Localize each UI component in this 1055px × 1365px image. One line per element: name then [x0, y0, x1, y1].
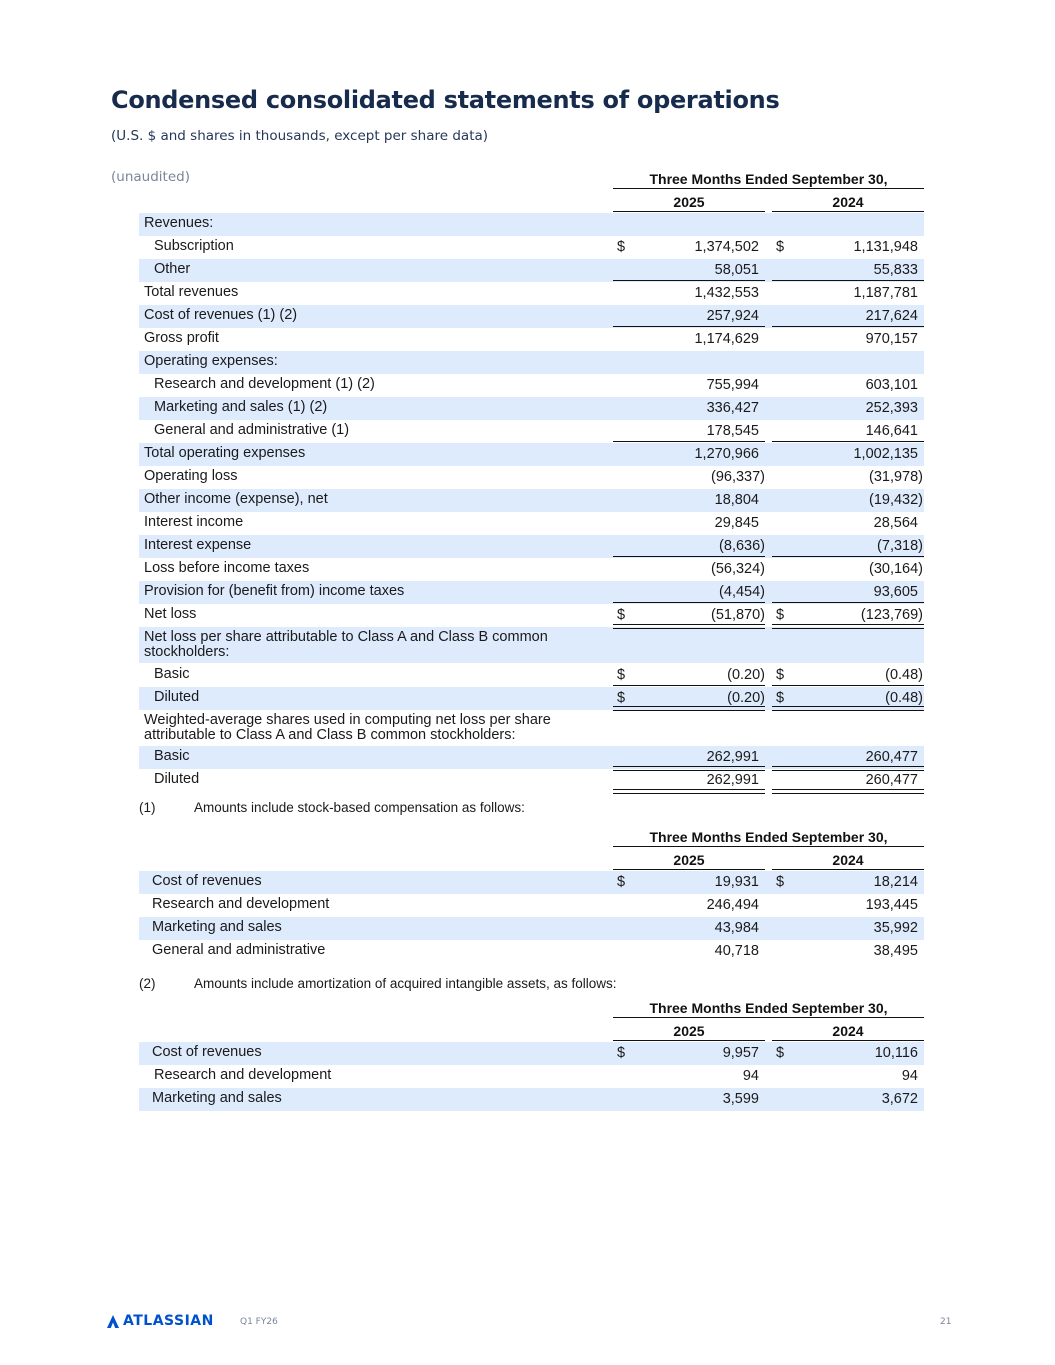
value-2024: 28,564 — [873, 515, 918, 531]
value-2025: (0.20) — [727, 690, 765, 706]
currency-symbol: $ — [776, 667, 785, 683]
total-double-rule — [613, 706, 765, 711]
table-row — [139, 374, 924, 397]
table-row — [139, 894, 924, 917]
value-2025: (4,454) — [719, 584, 765, 600]
value-2024: 260,477 — [865, 749, 918, 765]
value-2024: 1,131,948 — [853, 239, 918, 255]
value-2025: 257,924 — [706, 308, 759, 324]
table-row — [139, 535, 924, 558]
value-2024: 94 — [901, 1068, 918, 1084]
row-label: General and administrative — [152, 942, 326, 958]
subtotal-rule — [613, 556, 765, 557]
footnote-text: Amounts include amortization of acquired intangible assets, as follows: — [194, 976, 617, 991]
footnote-text: Amounts include stock-based compensation as follows: — [194, 800, 525, 815]
value-2025: (96,337) — [710, 469, 765, 485]
row-label: Basic — [154, 748, 190, 764]
currency-symbol: $ — [617, 1045, 626, 1061]
table-row — [139, 871, 924, 894]
table-row — [139, 397, 924, 420]
table-row — [139, 466, 924, 489]
subtotal-rule — [613, 441, 765, 442]
currency-symbol: $ — [617, 690, 626, 706]
page-number: 21 — [940, 1317, 952, 1327]
total-double-rule — [613, 766, 765, 771]
table-row — [139, 1042, 924, 1065]
value-2025: 40,718 — [714, 943, 759, 959]
value-2025: 9,957 — [722, 1045, 759, 1061]
total-double-rule — [613, 789, 765, 794]
row-label: Operating expenses: — [144, 353, 278, 369]
row-label: Interest income — [144, 514, 244, 530]
value-2024: (19,432) — [868, 492, 923, 508]
atlassian-logo — [107, 1313, 214, 1329]
total-double-rule — [772, 706, 924, 711]
value-2024: (7,318) — [877, 538, 923, 554]
table-row — [139, 236, 924, 259]
main-year-a: 2025 — [613, 194, 765, 212]
row-label: Diluted — [154, 771, 200, 787]
row-label: Provision for (benefit from) income taxes — [144, 583, 405, 599]
row-label: Marketing and sales (1) (2) — [154, 399, 328, 415]
value-2025: 1,174,629 — [694, 331, 759, 347]
currency-symbol: $ — [776, 874, 785, 890]
table-row — [139, 581, 924, 604]
value-2024: 146,641 — [865, 423, 918, 439]
value-2024: 1,187,781 — [853, 285, 918, 301]
value-2025: 262,991 — [706, 772, 759, 788]
table-row — [139, 282, 924, 305]
main-year-b: 2024 — [772, 194, 924, 212]
currency-symbol: $ — [776, 690, 785, 706]
note2-period-header: Three Months Ended September 30, — [613, 1000, 924, 1018]
table-row — [139, 420, 924, 443]
currency-symbol: $ — [617, 239, 626, 255]
value-2024: 10,116 — [874, 1045, 918, 1061]
value-2025: (8,636) — [719, 538, 765, 554]
row-label: Net loss — [144, 606, 197, 622]
value-2025: (0.20) — [727, 667, 765, 683]
row-label: Net loss per share attributable to Class A and Class B common stockholders: — [144, 629, 548, 660]
table-row — [139, 558, 924, 581]
footnote-number: (2) — [139, 976, 156, 991]
row-label: Revenues: — [144, 215, 214, 231]
unaudited-label: (unaudited) — [111, 169, 190, 185]
value-2024: (123,769) — [860, 607, 923, 623]
value-2024: 1,002,135 — [853, 446, 918, 462]
value-2025: 58,051 — [714, 262, 759, 278]
currency-symbol: $ — [617, 607, 626, 623]
value-2024: (31,978) — [868, 469, 923, 485]
row-label: Cost of revenues — [152, 1044, 262, 1060]
row-label: Total revenues — [144, 284, 239, 300]
value-2024: 603,101 — [865, 377, 918, 393]
row-label: Weighted-average shares used in computing net loss per share attributable to Class A and Class B common stockholders: — [144, 712, 551, 743]
subtotal-rule — [613, 280, 765, 281]
subtotal-rule — [772, 602, 924, 603]
currency-symbol: $ — [617, 667, 626, 683]
row-label: Subscription — [154, 238, 234, 254]
value-2024: 55,833 — [873, 262, 918, 278]
page-title: Condensed consolidated statements of operations — [111, 86, 780, 114]
value-2025: 1,374,502 — [694, 239, 759, 255]
footer-quarter: Q1 FY26 — [240, 1317, 278, 1327]
value-2024: 260,477 — [865, 772, 918, 788]
total-double-rule — [772, 766, 924, 771]
row-label: Other income (expense), net — [144, 491, 328, 507]
brand-name: ATLASSIAN — [123, 1313, 214, 1329]
subtotal-rule — [613, 685, 765, 686]
row-label: Research and development — [154, 1067, 332, 1083]
total-double-rule — [772, 624, 924, 629]
value-2025: 18,804 — [714, 492, 759, 508]
value-2024: (0.48) — [885, 667, 923, 683]
table-row — [139, 213, 924, 236]
row-label: Loss before income taxes — [144, 560, 310, 576]
footnote-number: (1) — [139, 800, 156, 815]
table-row — [139, 512, 924, 535]
total-double-rule — [772, 789, 924, 794]
main-period-header: Three Months Ended September 30, — [613, 171, 924, 189]
row-label: Diluted — [154, 689, 200, 705]
row-label: Interest expense — [144, 537, 252, 553]
table-row — [139, 627, 924, 663]
table-row — [139, 917, 924, 940]
table-row — [139, 1088, 924, 1111]
value-2025: 1,432,553 — [694, 285, 759, 301]
value-2025: 262,991 — [706, 749, 759, 765]
value-2025: 755,994 — [706, 377, 759, 393]
currency-symbol: $ — [776, 607, 785, 623]
subtotal-rule — [772, 685, 924, 686]
row-label: Gross profit — [144, 330, 219, 346]
subtotal-rule — [772, 326, 924, 327]
value-2025: (51,870) — [710, 607, 765, 623]
value-2025: (56,324) — [710, 561, 765, 577]
value-2025: 19,931 — [714, 874, 759, 890]
subtotal-rule — [772, 280, 924, 281]
note1-year-b: 2024 — [772, 852, 924, 870]
table-row — [139, 710, 924, 746]
table-row — [139, 259, 924, 282]
value-2025: 29,845 — [714, 515, 759, 531]
note2-year-b: 2024 — [772, 1023, 924, 1041]
atlassian-mark-icon — [107, 1315, 119, 1328]
value-2024: 3,672 — [881, 1091, 918, 1107]
value-2024: 38,495 — [873, 943, 918, 959]
row-label: Cost of revenues — [152, 873, 262, 889]
value-2024: 35,992 — [873, 920, 918, 936]
table-row — [139, 1065, 924, 1088]
row-label: Research and development — [152, 896, 330, 912]
row-label: Marketing and sales — [152, 919, 282, 935]
value-2024: 970,157 — [865, 331, 918, 347]
subtotal-rule — [772, 441, 924, 442]
row-label: Total operating expenses — [144, 445, 306, 461]
table-row — [139, 351, 924, 374]
table-row — [139, 328, 924, 351]
table-row — [139, 443, 924, 466]
value-2025: 43,984 — [714, 920, 759, 936]
table-row — [139, 305, 924, 328]
table-row — [139, 940, 924, 963]
subtotal-rule — [613, 326, 765, 327]
row-label: Cost of revenues (1) (2) — [144, 307, 298, 323]
page-subtitle: (U.S. $ and shares in thousands, except per share data) — [111, 128, 489, 144]
total-double-rule — [613, 624, 765, 629]
table-row — [139, 664, 924, 687]
value-2024: (30,164) — [868, 561, 923, 577]
value-2024: 217,624 — [865, 308, 918, 324]
value-2025: 246,494 — [706, 897, 759, 913]
subtotal-rule — [613, 602, 765, 603]
value-2024: 193,445 — [865, 897, 918, 913]
currency-symbol: $ — [776, 239, 785, 255]
note1-period-header: Three Months Ended September 30, — [613, 829, 924, 847]
value-2024: 252,393 — [865, 400, 918, 416]
row-label: Other — [154, 261, 191, 277]
value-2025: 1,270,966 — [694, 446, 759, 462]
value-2025: 3,599 — [722, 1091, 759, 1107]
value-2025: 94 — [742, 1068, 759, 1084]
value-2024: 93,605 — [873, 584, 918, 600]
value-2025: 178,545 — [706, 423, 759, 439]
row-label: Marketing and sales — [152, 1090, 282, 1106]
table-row — [139, 489, 924, 512]
currency-symbol: $ — [617, 874, 626, 890]
value-2025: 336,427 — [706, 400, 759, 416]
row-label: Basic — [154, 666, 190, 682]
note2-year-a: 2025 — [613, 1023, 765, 1041]
currency-symbol: $ — [776, 1045, 785, 1061]
subtotal-rule — [772, 556, 924, 557]
row-label: General and administrative (1) — [154, 422, 350, 438]
row-label: Research and development (1) (2) — [154, 376, 375, 392]
value-2024: (0.48) — [885, 690, 923, 706]
note1-year-a: 2025 — [613, 852, 765, 870]
value-2024: 18,214 — [873, 874, 918, 890]
row-label: Operating loss — [144, 468, 238, 484]
